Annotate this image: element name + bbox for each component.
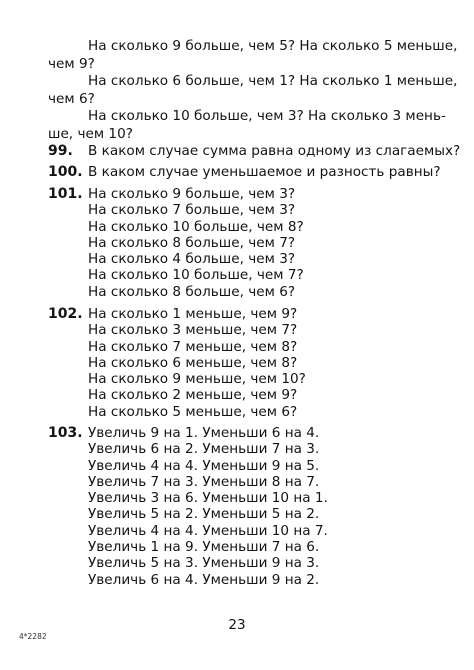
print-code: 4*2282 — [19, 632, 47, 641]
problem-line: Увеличь 4 на 4. Уменьши 10 на 7. — [88, 522, 328, 539]
problem-row — [48, 164, 448, 180]
problem-line: На сколько 6 меньше, чем 8? — [88, 354, 298, 371]
problem-line: На сколько 8 больше, чем 6? — [88, 283, 296, 300]
problem-line: На сколько 7 больше, чем 3? — [88, 202, 296, 219]
intro-line: чем 9? — [48, 55, 95, 72]
problem-100 — [48, 164, 448, 180]
problem-102 — [48, 306, 448, 420]
problem-line: Увеличь 3 на 6. Уменьши 10 на 1. — [88, 490, 328, 507]
problem-line: На сколько 5 меньше, чем 6? — [88, 403, 298, 420]
intro-line: На сколько 6 больше, чем 1? На сколько 1 меньше, — [88, 73, 458, 89]
problem-line: Увеличь 4 на 4. Уменьши 9 на 5. — [88, 457, 320, 474]
problem-line: На сколько 10 больше, чем 7? — [88, 267, 304, 284]
intro-line: На сколько 10 больше, чем 3? На сколько 3 мень- — [88, 108, 446, 124]
problem-number: 100. — [48, 164, 83, 180]
problem-row — [48, 425, 448, 441]
page-number: 23 — [228, 617, 246, 633]
problem-text: В каком случае сумма равна одному из слагаемых? — [88, 143, 461, 159]
problem-line: Увеличь 5 на 2. Уменьши 5 на 2. — [88, 506, 320, 523]
problem-103 — [48, 425, 448, 588]
problem-number: 102. — [48, 306, 83, 322]
problem-line: Увеличь 9 на 1. Уменьши 6 на 4. — [88, 425, 320, 441]
problem-line: На сколько 3 меньше, чем 7? — [88, 322, 298, 339]
problem-line: На сколько 1 меньше, чем 9? — [88, 306, 298, 322]
problem-number: 99. — [48, 143, 73, 159]
problem-line: На сколько 9 меньше, чем 10? — [88, 371, 306, 388]
problem-line: На сколько 9 больше, чем 3? — [88, 186, 296, 202]
problem-number: 103. — [48, 425, 83, 441]
problem-101 — [48, 186, 448, 300]
problem-line: Увеличь 6 на 4. Уменьши 9 на 2. — [88, 571, 320, 588]
problem-line: На сколько 2 меньше, чем 9? — [88, 387, 298, 404]
intro-line: ше, чем 10? — [48, 125, 133, 142]
problem-line: На сколько 8 больше, чем 7? — [88, 234, 296, 251]
problem-line: Увеличь 7 на 3. Уменьши 8 на 7. — [88, 473, 320, 490]
problem-row — [48, 143, 461, 159]
problem-line: На сколько 4 больше, чем 3? — [88, 251, 296, 268]
intro-line: На сколько 9 больше, чем 5? На сколько 5 меньше, — [88, 38, 458, 54]
problem-line: Увеличь 5 на 3. Уменьши 9 на 3. — [88, 555, 320, 572]
intro-questions — [48, 38, 458, 143]
problem-line: Увеличь 1 на 9. Уменьши 7 на 6. — [88, 539, 320, 556]
problem-number: 101. — [48, 186, 83, 202]
problem-row — [48, 186, 448, 202]
problem-text: В каком случае уменьшаемое и разность равны? — [88, 164, 441, 180]
intro-line: чем 6? — [48, 90, 95, 107]
problem-line: Увеличь 6 на 2. Уменьши 7 на 3. — [88, 441, 320, 458]
problem-line: На сколько 10 больше, чем 8? — [88, 218, 304, 235]
problem-row — [48, 306, 448, 322]
problem-99 — [48, 143, 461, 159]
problem-line: На сколько 7 меньше, чем 8? — [88, 338, 298, 355]
